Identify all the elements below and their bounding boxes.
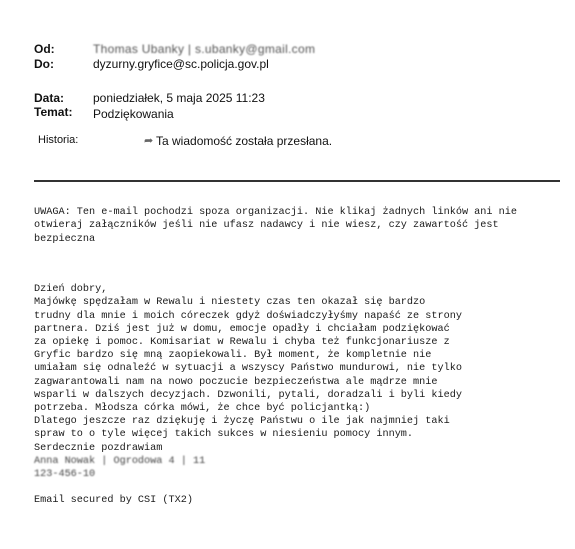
body-line: za opiekę i pomoc. Komisariat w Rewalu i chyba też funkcjonariusze z (34, 337, 450, 349)
from-label: Od: (34, 42, 55, 56)
body-line: potrzeba. Młodsza córka mówi, że chce być policjantką:) (34, 403, 371, 415)
external-warning (34, 193, 517, 259)
body-line: trudny dla mnie i moich córeczek gdyż doświadczyłyśmy napaść ze strony (34, 310, 462, 322)
body-line: Dlatego jeszcze raz dziękuję i życzę Państwu o ile jak najmniej taki (34, 416, 450, 428)
date-value: poniedziałek, 5 maja 2025 11:23 (93, 91, 265, 105)
body-line: Majówkę spędzałam w Rewalu i niestety czas ten okazał się bardzo (34, 297, 426, 309)
signature-name: Anna Nowak | Ogrodowa 4 | 11 (34, 455, 206, 467)
to-label: Do: (34, 57, 54, 71)
to-value: dyzurny.gryfice@sc.policja.gov.pl (93, 57, 269, 71)
warning-line: bezpieczna (34, 233, 96, 245)
history-label: Historia: (38, 134, 79, 146)
date-label: Data: (34, 91, 65, 105)
body-line: umiałam się odnaleźć w sytuacji a wszyscy Państwo mundurowi, nie tylko (34, 363, 462, 375)
header-divider (34, 180, 560, 182)
subject-label: Temat: (34, 105, 73, 119)
body-line: wsparli w dalszych decyzjach. Dzwonili, pytali, doradzali i byli kiedy (34, 389, 462, 401)
body-line: Serdecznie pozdrawiam (34, 442, 163, 454)
body-line: spraw to o tyle więcej takich sukces w niesieniu pomocy innym. (34, 429, 414, 441)
warning-line: UWAGA: Ten e-mail pochodzi spoza organizacji. Nie klikaj żadnych linków ani nie (34, 207, 517, 219)
warning-line: otwieraj załączników jeśli nie ufasz nadawcy i nie wiesz, czy zawartość jest (34, 220, 499, 232)
body-line: Gryfic bardzo się mną zaopiekowali. Był moment, że kompletnie nie (34, 350, 432, 362)
signature-phone: 123-456-10 (34, 469, 96, 481)
body-line: partnera. Dziś jest już w domu, emocje opadły i chciałam podziękować (34, 323, 450, 335)
forward-icon: ➦ (144, 135, 154, 147)
from-value: Thomas Ubanky | s.ubanky@gmail.com (93, 42, 316, 56)
body-line: zagwarantowali nam na nowo poczucie bezpieczeństwa ale mądrze mnie (34, 376, 438, 388)
footer-note: Email secured by CSI (TX2) (34, 495, 193, 506)
history-value: Ta wiadomość została przesłana. (156, 134, 333, 148)
message-body (34, 270, 462, 494)
body-line: Dzień dobry, (34, 284, 108, 296)
subject-value: Podziękowania (93, 107, 174, 121)
